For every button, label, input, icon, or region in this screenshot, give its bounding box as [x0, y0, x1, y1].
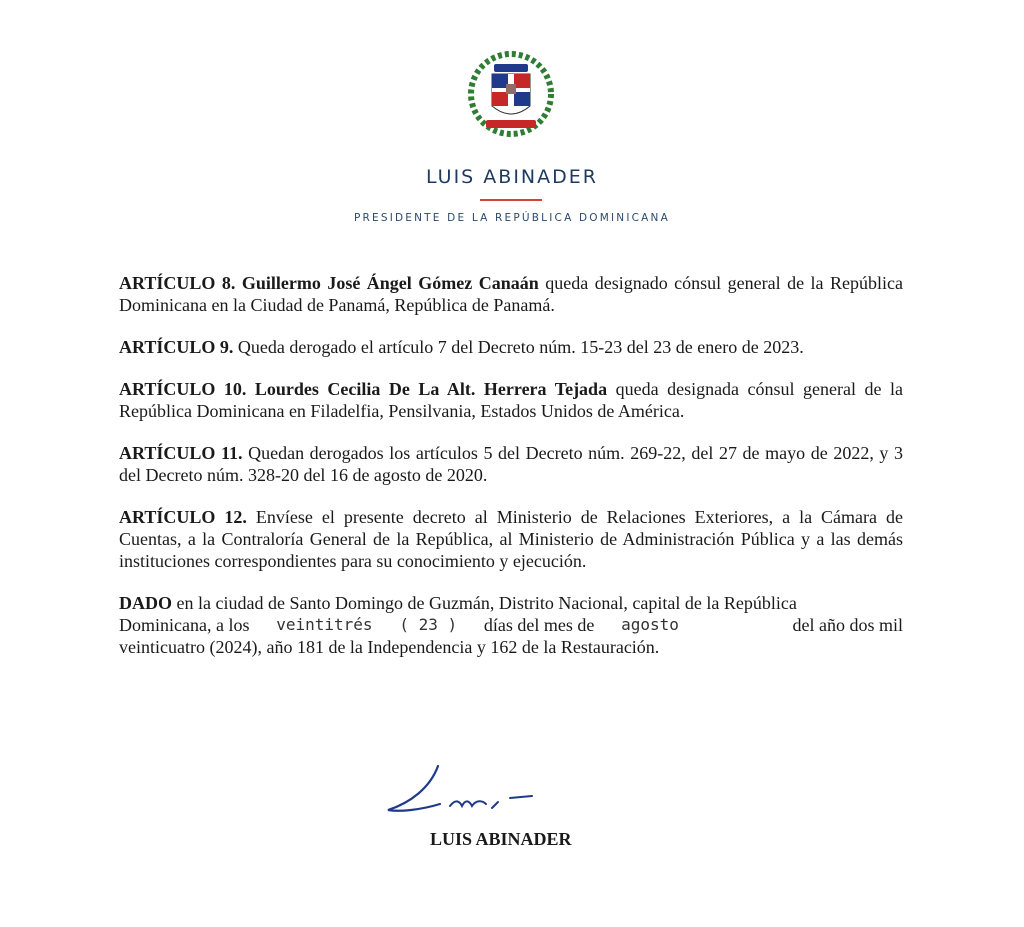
- dado-heading: DADO: [119, 593, 172, 613]
- article-heading: ARTÍCULO 8.: [119, 273, 236, 293]
- article-8: [119, 272, 903, 316]
- article-9: [119, 336, 903, 358]
- dado-day-number: ( 23 ): [399, 615, 458, 634]
- signatory-name: LUIS ABINADER: [430, 829, 572, 849]
- article-text: Queda derogado el artículo 7 del Decreto núm. 15-23 del 23 de enero de 2023.: [237, 337, 804, 357]
- article-heading: ARTÍCULO 9.: [119, 337, 234, 357]
- article-12: [119, 506, 903, 572]
- coat-of-arms-seal: [468, 50, 554, 138]
- dado-mid: días del mes de: [483, 615, 595, 635]
- article-heading: ARTÍCULO 10.: [119, 379, 247, 399]
- article-text: Quedan derogados los artículos 5 del Decreto núm. 269-22, del 27 de mayo de 2022, y 3 del Decreto núm. 328-20 del 16 de agosto de 2020.: [119, 443, 904, 485]
- article-text: Envíese el presente decreto al Ministerio de Relaciones Exteriores, a la Cámara de Cuentas, a la Contraloría General de la República, al Ministerio de Administración Pública y a las demás instituciones correspondientes para su conocimiento y ejecución.: [119, 507, 903, 571]
- dado-post: del año dos mil: [792, 615, 903, 635]
- article-11: [119, 442, 903, 486]
- dado-pre-day: Dominicana, a los: [119, 615, 250, 635]
- handwritten-signature: [380, 758, 560, 838]
- article-heading: ARTÍCULO 11.: [119, 443, 243, 463]
- dado-blank: [706, 614, 766, 636]
- article-designee: Guillermo José Ángel Gómez Canaán: [241, 273, 539, 293]
- decree-body: [119, 272, 903, 658]
- dado-day-words: veintitrés: [276, 615, 373, 634]
- article-designee: Lourdes Cecilia De La Alt. Herrera Tejada: [254, 379, 608, 399]
- letterhead-divider: [480, 199, 542, 201]
- dado-line-3: veinticuatro (2024), año 181 de la Independencia y 162 de la Restauración.: [119, 637, 660, 657]
- dado-line-1: [119, 592, 903, 614]
- dado-text: en la ciudad de Santo Domingo de Guzmán, Distrito Nacional, capital de la República: [176, 593, 797, 613]
- letterhead-name: LUIS ABINADER: [426, 166, 598, 188]
- article-10: [119, 378, 903, 422]
- dado-month: agosto: [621, 615, 679, 634]
- article-text: queda designada cónsul general de la República Dominicana en Filadelfia, Pensilvania, Estados Unidos de América.: [119, 379, 904, 421]
- dado-line-2: [119, 614, 903, 636]
- article-text: queda designado cónsul general de la República Dominicana en la Ciudad de Panamá, República de Panamá.: [119, 273, 904, 315]
- article-heading: ARTÍCULO 12.: [119, 507, 247, 527]
- letterhead-title: PRESIDENTE DE LA REPÚBLICA DOMINICANA: [353, 212, 670, 224]
- dado-clause: [119, 592, 903, 658]
